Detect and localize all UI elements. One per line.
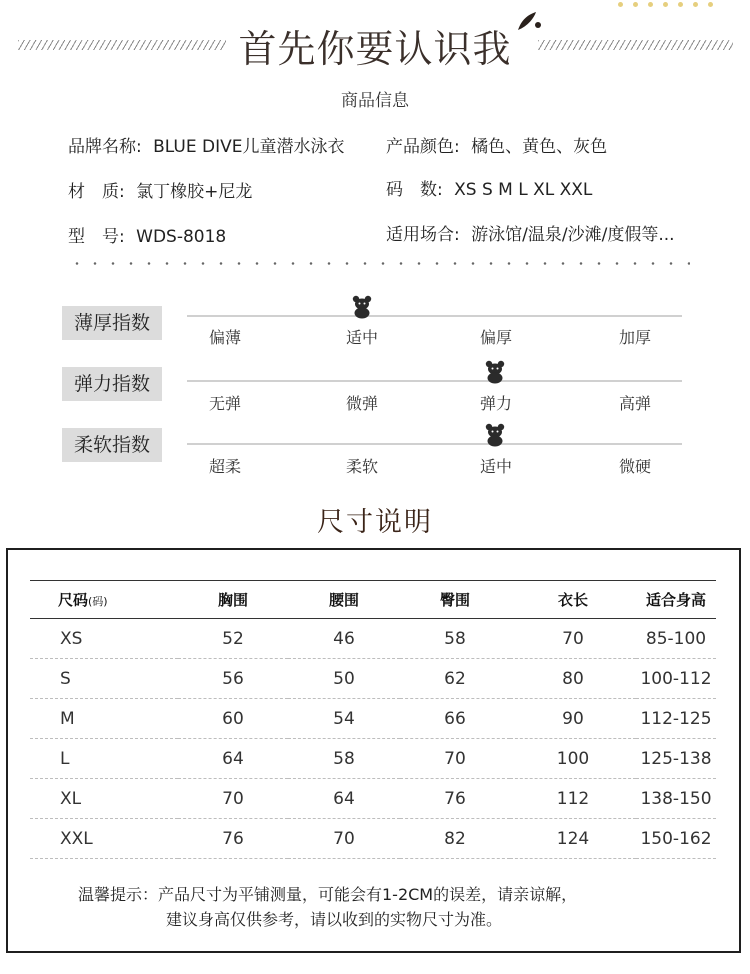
- table-row: [30, 739, 716, 779]
- thickness-option: 偏厚: [479, 328, 512, 347]
- elasticity-option: 弹力: [479, 394, 512, 413]
- cell-waist: 46: [288, 619, 400, 659]
- bear-marker-icon: [351, 295, 373, 319]
- size-table-header: [30, 581, 716, 619]
- color-row: [386, 132, 607, 157]
- product-info-subtitle: 商品信息: [341, 91, 409, 111]
- cell-length: 100: [510, 739, 636, 779]
- size-label: 码 数:: [386, 180, 443, 200]
- cell-chest: 64: [178, 739, 288, 779]
- cell-waist: 70: [288, 819, 400, 859]
- col-header-size: 尺码(码): [30, 581, 178, 619]
- thickness-option: 适中: [345, 328, 378, 347]
- cell-height: 100-112: [636, 659, 716, 699]
- col-header-waist: 腰围: [288, 581, 400, 619]
- brand-value: BLUE DIVE儿童潜水泳衣: [153, 137, 345, 157]
- cell-chest: 70: [178, 779, 288, 819]
- color-value: 橘色、黄色、灰色: [471, 137, 608, 157]
- elasticity-option: 无弹: [208, 394, 241, 413]
- elasticity-index-scale-line: [187, 380, 682, 382]
- cell-length: 124: [510, 819, 636, 859]
- material-row: [68, 177, 252, 202]
- cell-height: 112-125: [636, 699, 716, 739]
- softness-index-scale-line: [187, 443, 682, 445]
- col-header-height: 适合身高: [636, 581, 716, 619]
- tip-line-1: 温馨提示：产品尺寸为平铺测量，可能会有1-2CM的误差，请亲谅解，: [78, 885, 578, 904]
- cell-hip: 58: [400, 619, 510, 659]
- cell-chest: 52: [178, 619, 288, 659]
- model-row: [68, 222, 226, 247]
- bear-marker-icon: [484, 423, 506, 447]
- cell-height: 138-150: [636, 779, 716, 819]
- cell-height: 150-162: [636, 819, 716, 859]
- header-dots-decoration: [618, 2, 713, 7]
- size-value: XS S M L XL XXL: [454, 180, 593, 200]
- model-label: 型 号:: [68, 227, 125, 247]
- cell-waist: 50: [288, 659, 400, 699]
- occasion-label: 适用场合:: [386, 225, 460, 245]
- brand-row: [68, 132, 345, 157]
- cell-height: 85-100: [636, 619, 716, 659]
- cell-length: 112: [510, 779, 636, 819]
- thickness-index-label: 薄厚指数: [62, 306, 162, 340]
- cell-length: 90: [510, 699, 636, 739]
- elasticity-option: 微弹: [345, 394, 378, 413]
- table-row: [30, 699, 716, 739]
- elasticity-option: 高弹: [618, 394, 651, 413]
- cell-hip: 76: [400, 779, 510, 819]
- col-header-chest: 胸围: [178, 581, 288, 619]
- thickness-option: 偏薄: [208, 328, 241, 347]
- table-row: [30, 619, 716, 659]
- softness-option: 适中: [479, 457, 512, 476]
- softness-option: 超柔: [208, 457, 241, 476]
- cell-hip: 70: [400, 739, 510, 779]
- thickness-index-scale-line: [187, 315, 682, 317]
- table-row: [30, 659, 716, 699]
- softness-option: 柔软: [345, 457, 378, 476]
- table-row: [30, 819, 716, 859]
- col-header-hip: 臀围: [400, 581, 510, 619]
- cell-size: S: [30, 659, 178, 699]
- col-header-length: 衣长: [510, 581, 636, 619]
- softness-option: 微硬: [618, 457, 651, 476]
- bear-marker-icon: [484, 360, 506, 384]
- cell-hip: 62: [400, 659, 510, 699]
- page-title: 首先你要认识我: [238, 27, 512, 71]
- color-label: 产品颜色:: [386, 137, 460, 157]
- dotted-divider: [68, 262, 690, 265]
- model-value: WDS-8018: [136, 227, 227, 247]
- cell-waist: 54: [288, 699, 400, 739]
- cell-size: M: [30, 699, 178, 739]
- brand-label: 品牌名称:: [68, 137, 142, 157]
- table-row: [30, 779, 716, 819]
- elasticity-index-label: 弹力指数: [62, 367, 162, 401]
- cell-hip: 82: [400, 819, 510, 859]
- thickness-option: 加厚: [618, 328, 651, 347]
- tip-line-2: 建议身高仅供参考，请以收到的实物尺寸为准。: [166, 910, 503, 929]
- cell-chest: 60: [178, 699, 288, 739]
- cell-waist: 64: [288, 779, 400, 819]
- size-table: [30, 580, 716, 859]
- cell-length: 70: [510, 619, 636, 659]
- cell-chest: 76: [178, 819, 288, 859]
- cell-size: L: [30, 739, 178, 779]
- material-value: 氯丁橡胶+尼龙: [136, 182, 253, 202]
- cell-waist: 58: [288, 739, 400, 779]
- cell-size: XL: [30, 779, 178, 819]
- occasion-value: 游泳馆/温泉/沙滩/度假等...: [471, 225, 675, 245]
- occasion-row: [386, 220, 675, 245]
- cell-length: 80: [510, 659, 636, 699]
- cell-height: 125-138: [636, 739, 716, 779]
- cell-hip: 66: [400, 699, 510, 739]
- splash-icon: [512, 8, 542, 38]
- material-label: 材 质:: [68, 182, 125, 202]
- cell-chest: 56: [178, 659, 288, 699]
- cell-size: XS: [30, 619, 178, 659]
- softness-index-label: 柔软指数: [62, 428, 162, 462]
- size-chart-title: 尺寸说明: [317, 507, 433, 538]
- size-row: [386, 175, 592, 200]
- cell-size: XXL: [30, 819, 178, 859]
